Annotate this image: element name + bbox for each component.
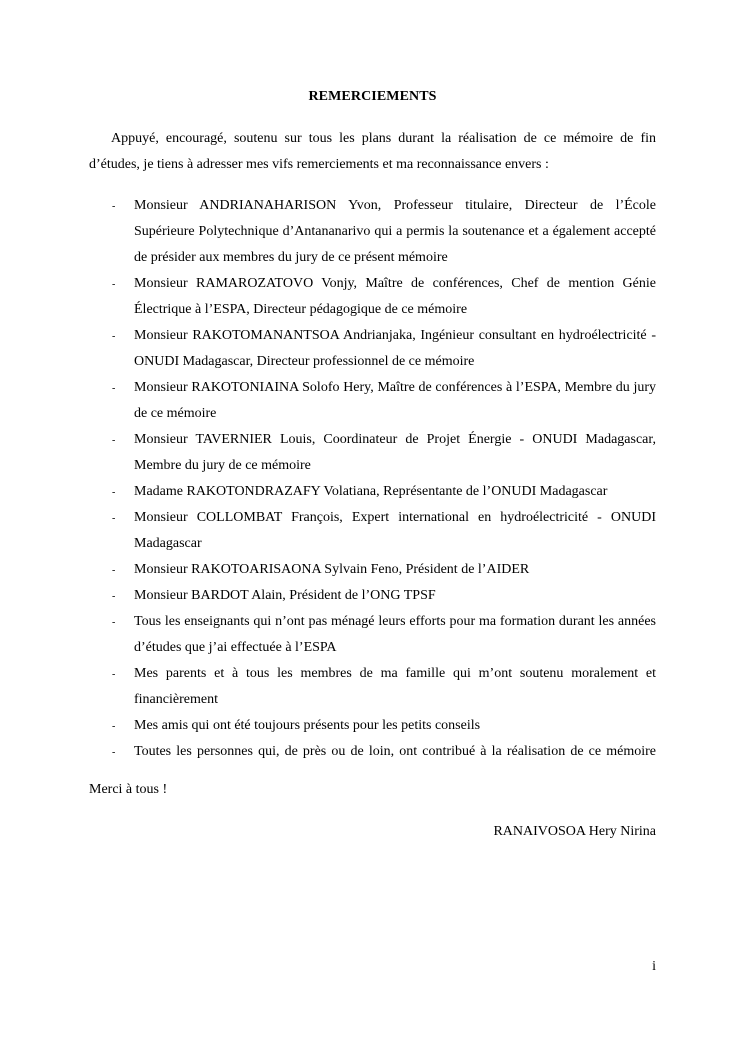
list-item-text: Monsieur ANDRIANAHARISON Yvon, Professeur titulaire, Directeur de l’École Supérieure Polytechnique d’Antananarivo qui a permis la soutenance et a également accepté de présider aux membres du jury de ce présent mémoire bbox=[134, 198, 656, 265]
list-item-text: Monsieur RAKOTOMANANTSOA Andrianjaka, Ingénieur consultant en hydroélectricité - ONUDI Madagascar, Directeur professionnel de ce mémoire bbox=[134, 328, 656, 369]
list-item bbox=[89, 739, 656, 765]
bullet-dash: - bbox=[112, 565, 116, 576]
bullet-dash: - bbox=[112, 383, 116, 394]
list-item-text: Monsieur RAMAROZATOVO Vonjy, Maître de conférences, Chef de mention Génie Électrique à l’ESPA, Directeur pédagogique de ce mémoire bbox=[134, 276, 656, 317]
list-item bbox=[89, 713, 656, 739]
list-item bbox=[89, 323, 656, 375]
list-item-text: Madame RAKOTONDRAZAFY Volatiana, Représentante de l’ONUDI Madagascar bbox=[134, 484, 608, 499]
bullet-dash: - bbox=[112, 591, 116, 602]
list-item-text: Monsieur RAKOTONIAINA Solofo Hery, Maître de conférences à l’ESPA, Membre du jury de ce mémoire bbox=[134, 380, 656, 421]
bullet-dash: - bbox=[112, 721, 116, 732]
list-item bbox=[89, 557, 656, 583]
list-item-text: Monsieur BARDOT Alain, Président de l’ONG TPSF bbox=[134, 588, 436, 603]
closing-text: Merci à tous ! bbox=[89, 782, 168, 797]
acknowledgement-list bbox=[89, 193, 656, 765]
bullet-dash: - bbox=[112, 201, 116, 212]
list-item bbox=[89, 661, 656, 713]
list-item-text: Monsieur RAKOTOARISAONA Sylvain Feno, Président de l’AIDER bbox=[134, 562, 530, 577]
list-item-text: Mes amis qui ont été toujours présents pour les petits conseils bbox=[134, 718, 481, 733]
page-title: REMERCIEMENTS bbox=[308, 89, 437, 104]
page-number: i bbox=[652, 959, 656, 974]
list-item bbox=[89, 479, 656, 505]
list-item bbox=[89, 505, 656, 557]
bullet-dash: - bbox=[112, 331, 116, 342]
bullet-dash: - bbox=[112, 747, 116, 758]
list-item bbox=[89, 583, 656, 609]
list-item bbox=[89, 609, 656, 661]
bullet-dash: - bbox=[112, 435, 116, 446]
bullet-dash: - bbox=[112, 513, 116, 524]
intro-paragraph: Appuyé, encouragé, soutenu sur tous les plans durant la réalisation de ce mémoire de fin d’études, je tiens à adresser mes vifs remerciements et ma reconnaissance envers : bbox=[89, 131, 656, 172]
list-item-text: Mes parents et à tous les membres de ma famille qui m’ont soutenu moralement et financièrement bbox=[134, 666, 656, 707]
bullet-dash: - bbox=[112, 669, 116, 680]
list-item bbox=[89, 271, 656, 323]
list-item bbox=[89, 193, 656, 271]
list-item bbox=[89, 427, 656, 479]
bullet-dash: - bbox=[112, 487, 116, 498]
list-item-text: Monsieur TAVERNIER Louis, Coordinateur de Projet Énergie - ONUDI Madagascar, Membre du jury de ce mémoire bbox=[134, 432, 656, 473]
list-item-text: Monsieur COLLOMBAT François, Expert international en hydroélectricité - ONUDI Madagascar bbox=[134, 510, 656, 551]
bullet-dash: - bbox=[112, 617, 116, 628]
list-item-text: Toutes les personnes qui, de près ou de loin, ont contribué à la réalisation de ce mémoire bbox=[134, 744, 656, 759]
list-item-text: Tous les enseignants qui n’ont pas ménagé leurs efforts pour ma formation durant les années d’études que j’ai effectuée à l’ESPA bbox=[134, 614, 656, 655]
list-item bbox=[89, 375, 656, 427]
bullet-dash: - bbox=[112, 279, 116, 290]
author-signature: RANAIVOSOA Hery Nirina bbox=[493, 824, 656, 839]
